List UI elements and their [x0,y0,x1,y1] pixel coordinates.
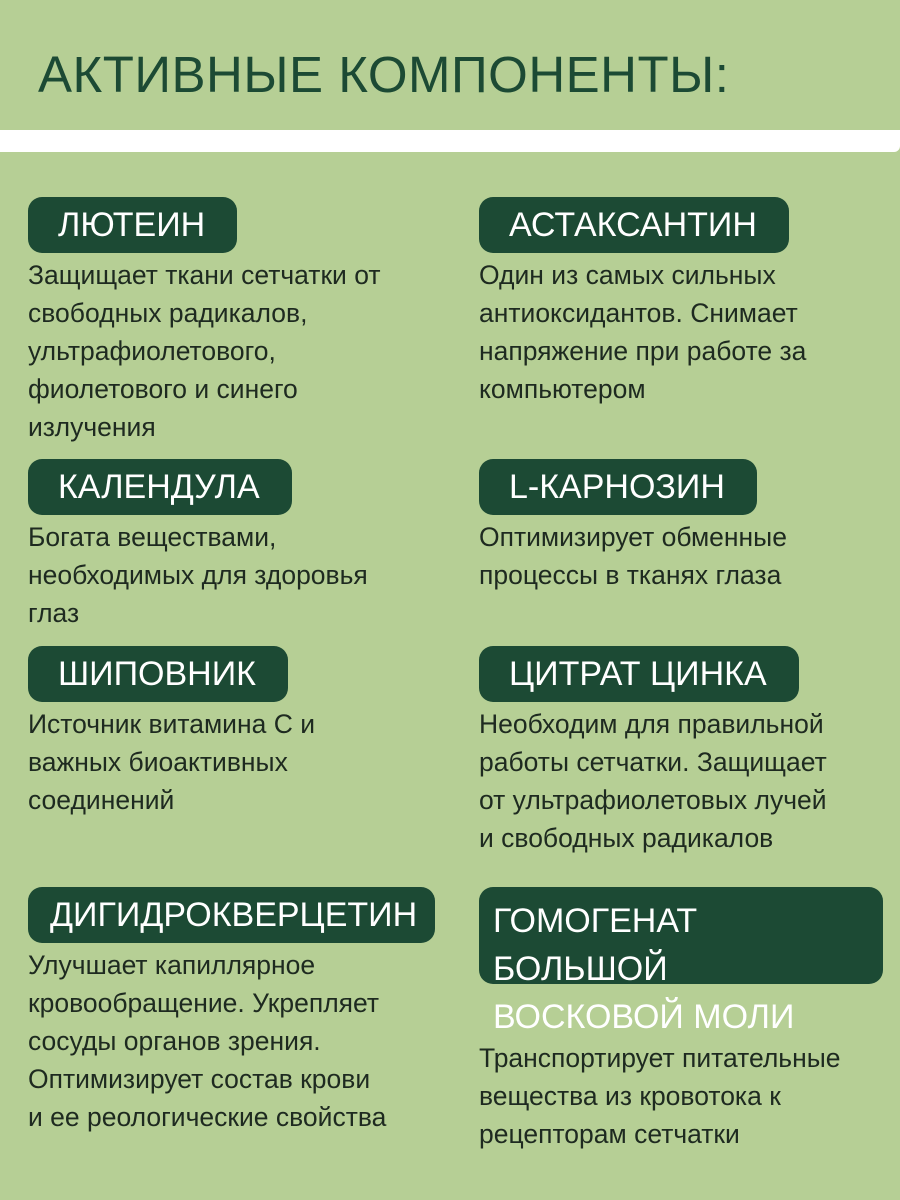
ingredient-name-badge: L-КАРНОЗИН [479,459,757,515]
ingredient-l-carnosine [479,459,787,594]
ingredient-description: Защищает ткани сетчатки от свободных радикалов, ультрафиолетового, фиолетового и синего излучения [28,260,381,442]
ingredient-description: Необходим для правильной работы сетчатки. Защищает от ультрафиолетовых лучей и свободных радикалов [479,709,827,853]
ingredient-astaxanthin [479,197,806,408]
ingredient-name-badge: АСТАКСАНТИН [479,197,789,253]
ingredient-name-badge: ЛЮТЕИН [28,197,237,253]
ingredient-wax-moth-homogenate [479,887,883,1153]
ingredient-name-badge: ДИГИДРОКВЕРЦЕТИН [28,887,435,943]
ingredient-description: Оптимизирует обменные процессы в тканях глаза [479,522,787,590]
ingredient-description: Источник витамина С и важных биоактивных соединений [28,709,316,815]
ingredient-rosehip [28,646,315,819]
divider-band [0,130,900,152]
ingredient-calendula [28,459,368,632]
ingredient-dihydroquercetin [28,887,435,1136]
ingredient-zinc-citrate [479,646,827,857]
ingredient-description: Богата веществами, необходимых для здоровья глаз [28,522,368,628]
ingredient-name-badge: ГОМОГЕНАТ БОЛЬШОЙ ВОСКОВОЙ МОЛИ [479,887,883,984]
ingredient-name-badge: ЦИТРАТ ЦИНКА [479,646,799,702]
header [0,0,900,130]
ingredient-name-badge: КАЛЕНДУЛА [28,459,292,515]
ingredient-name-badge: ШИПОВНИК [28,646,288,702]
ingredient-description: Транспортирует питательные вещества из кровотока к рецепторам сетчатки [479,1043,841,1149]
ingredient-description: Один из самых сильных антиоксидантов. Снимает напряжение при работе за компьютером [479,260,807,404]
ingredient-description: Улучшает капиллярное кровообращение. Укрепляет сосуды органов зрения. Оптимизирует состав крови и ее реологические свойства [28,950,387,1132]
page-title: АКТИВНЫЕ КОМПОНЕНТЫ: [38,46,730,103]
ingredient-lutein [28,197,381,446]
